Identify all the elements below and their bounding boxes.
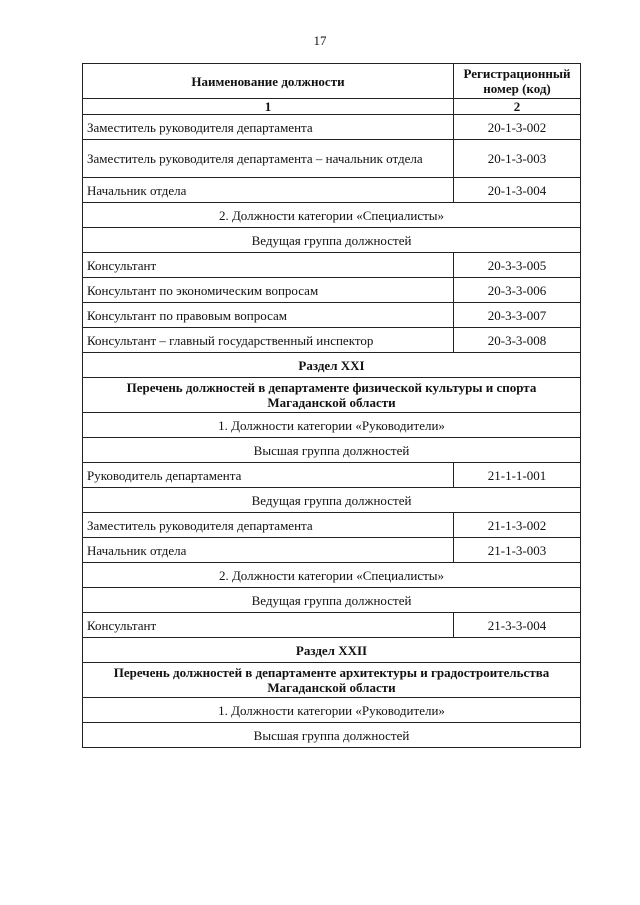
table-row [83,140,581,178]
category-row [83,413,581,438]
group-row [83,723,581,748]
positions-table-body [83,64,581,748]
position-name: Консультант – главный государственный инспектор [83,328,454,353]
section-heading-row [83,353,581,378]
table-row [83,303,581,328]
column-header-code: Регистрационный номер (код) [454,64,581,99]
table-row [83,463,581,488]
registration-code: 21-3-3-004 [454,613,581,638]
position-name: Консультант [83,253,454,278]
column-number-2: 2 [454,99,581,115]
category-label: 2. Должности категории «Специалисты» [83,203,581,228]
column-header-position: Наименование должности [83,64,454,99]
position-name: Заместитель руководителя департамента – начальник отдела [83,140,454,178]
group-label: Ведущая группа должностей [83,228,581,253]
section-heading-row [83,638,581,663]
table-row [83,613,581,638]
category-label: 2. Должности категории «Специалисты» [83,563,581,588]
table-row [83,278,581,303]
category-label: 1. Должности категории «Руководители» [83,413,581,438]
registration-code: 20-3-3-006 [454,278,581,303]
table-row [83,178,581,203]
section-title-row [83,663,581,698]
group-label: Ведущая группа должностей [83,588,581,613]
group-label: Высшая группа должностей [83,438,581,463]
section-heading: Раздел XXII [83,638,581,663]
positions-table [82,63,581,748]
category-row [83,203,581,228]
position-name: Заместитель руководителя департамента [83,513,454,538]
position-name: Консультант [83,613,454,638]
column-number-1: 1 [83,99,454,115]
group-row [83,228,581,253]
registration-code: 20-3-3-005 [454,253,581,278]
section-title: Перечень должностей в департаменте физической культуры и спорта Магаданской области [83,378,581,413]
group-row [83,438,581,463]
position-name: Заместитель руководителя департамента [83,115,454,140]
table-row [83,538,581,563]
group-label: Ведущая группа должностей [83,488,581,513]
table-row [83,115,581,140]
registration-code: 21-1-1-001 [454,463,581,488]
registration-code: 20-1-3-003 [454,140,581,178]
registration-code: 20-1-3-004 [454,178,581,203]
category-row [83,563,581,588]
group-label: Высшая группа должностей [83,723,581,748]
page-number: 17 [313,33,327,48]
section-title-row [83,378,581,413]
category-label: 1. Должности категории «Руководители» [83,698,581,723]
position-name: Консультант по экономическим вопросам [83,278,454,303]
registration-code: 21-1-3-003 [454,538,581,563]
category-row [83,698,581,723]
table-row [83,513,581,538]
section-title: Перечень должностей в департаменте архитектуры и градостроительства Магаданской области [83,663,581,698]
registration-code: 20-1-3-002 [454,115,581,140]
section-heading: Раздел XXI [83,353,581,378]
column-number-row [83,99,581,115]
position-name: Начальник отдела [83,538,454,563]
table-row [83,253,581,278]
table-header-row [83,64,581,99]
group-row [83,588,581,613]
position-name: Начальник отдела [83,178,454,203]
registration-code: 21-1-3-002 [454,513,581,538]
group-row [83,488,581,513]
position-name: Руководитель департамента [83,463,454,488]
table-row [83,328,581,353]
registration-code: 20-3-3-008 [454,328,581,353]
position-name: Консультант по правовым вопросам [83,303,454,328]
registration-code: 20-3-3-007 [454,303,581,328]
